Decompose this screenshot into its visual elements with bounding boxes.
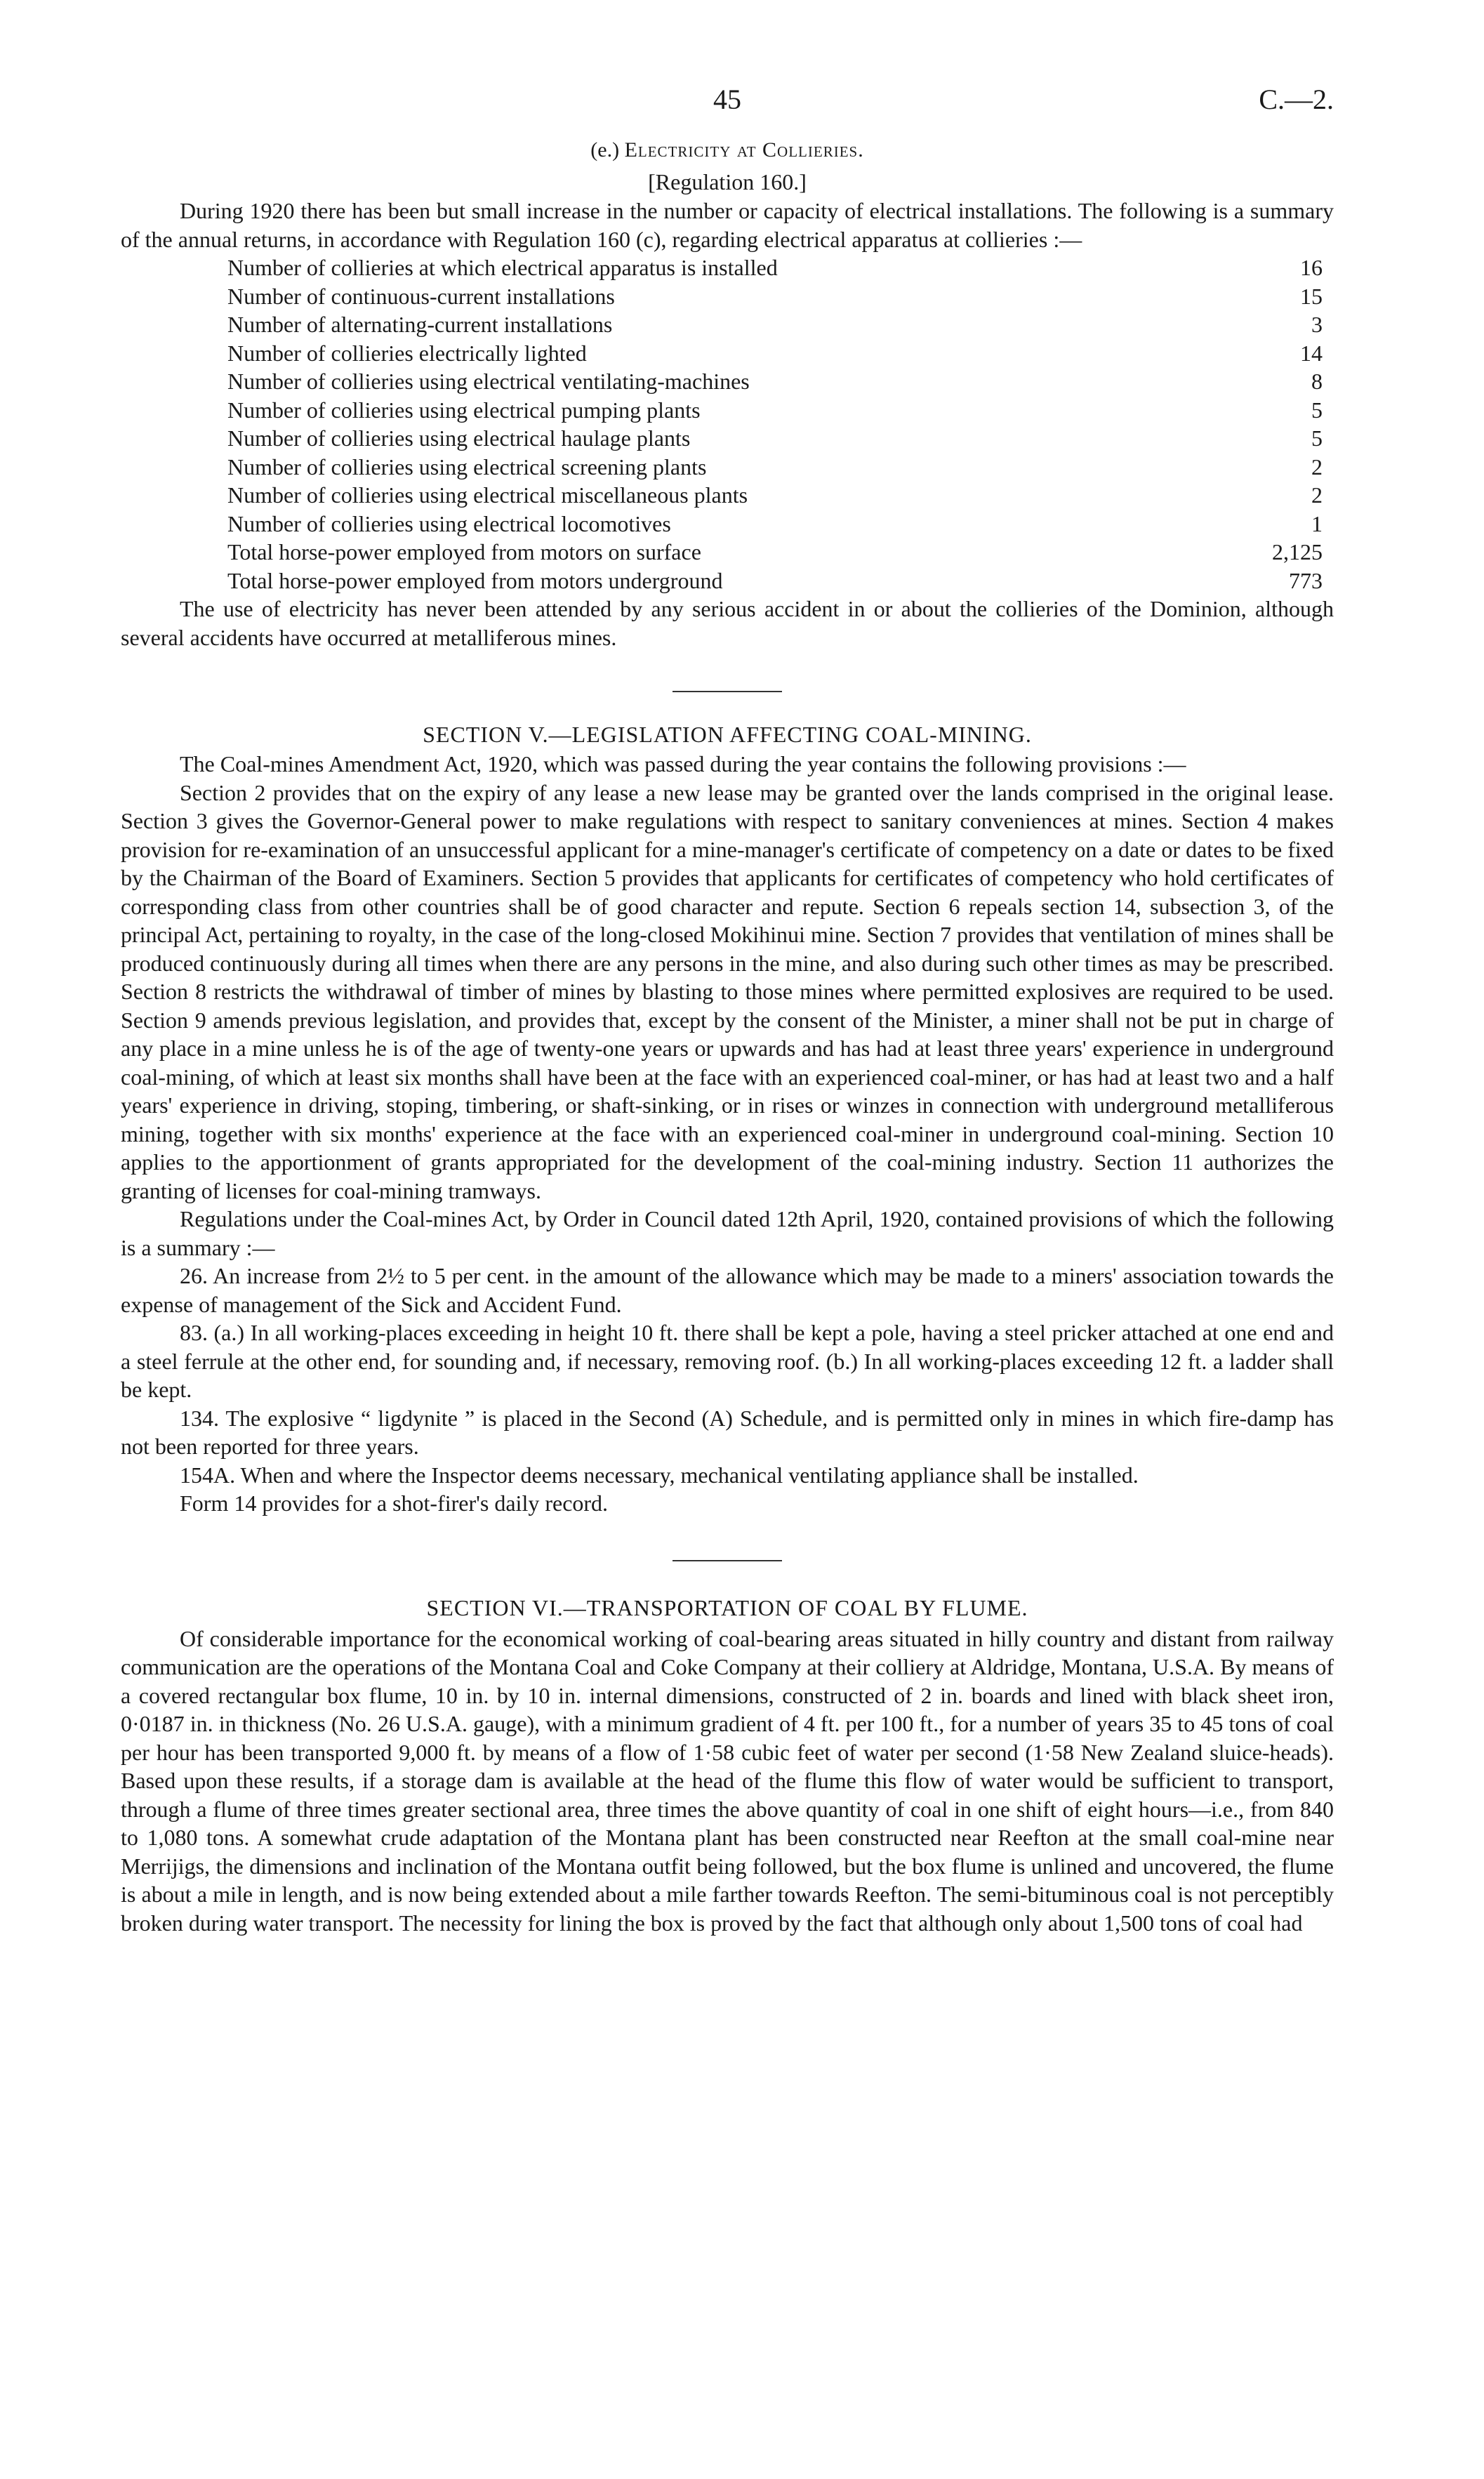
stat-label: Number of collieries using electrical ventilating-machines xyxy=(227,369,750,394)
stat-label: Total horse-power employed from motors underground xyxy=(227,567,723,593)
electricity-closing-paragraph: The use of electricity has never been attended by any serious accident in or about the collieries of the Dominion, although several accidents have occurred at metalliferous mines. xyxy=(121,596,1334,650)
section-5-paragraph: The Coal-mines Amendment Act, 1920, which was passed during the year contains the following provisions :— xyxy=(180,751,1186,776)
stat-value: 16 xyxy=(1300,255,1323,280)
electricity-heading-prefix: (e.) xyxy=(590,138,620,161)
stat-value: 773 xyxy=(1289,567,1323,593)
section-6-paragraph: Of considerable importance for the economical working of coal-bearing areas situated in hilly country and distant from railway communication are the operations of the Montana Coal and Coke Company at their colliery at Aldridge, Montana, U.S.A. By means of a covered rectangular box flume, 10 in. by 10 in. internal dimensions, constructed of 2 in. boards and lined with black sheet iron, 0·0187 in. in thickness (No. 26 U.S.A. gauge), with a minimum gradient of 4 ft. per 100 ft., for a number of years 35 to 45 tons of coal per hour has been transported 9,000 ft. by means of a flow of 1·58 cubic feet of water per second (1·58 New Zealand sluice-heads). Based upon these results, if a storage dam is available at the head of the flume this flow of water would be sufficient to transport, through a flume of three times greater sectional area, three times the above quantity of coal in one shift of eight hours—i.e., from 840 to 1,080 tons. A somewhat crude adaptation of the Montana plant has been constructed near Reefton at the small coal-mine near Merrijigs, the dimensions and inclination of the Montana outfit being followed, but the box flume is unlined and uncovered, the flume is about a mile in length, and is now being extended about a mile farther towards Reefton. The semi-bituminous coal is not perceptibly broken during water transport. The necessity for lining the box is proved by the fact that although only about 1,500 tons of coal had xyxy=(121,1625,1334,1936)
stat-label: Number of collieries at which electrical apparatus is installed xyxy=(227,255,778,280)
section-6-title: SECTION VI.—TRANSPORTATION OF COAL BY FLUME. xyxy=(426,1594,1028,1620)
stat-label: Number of collieries using electrical pumping plants xyxy=(227,397,701,423)
stat-row xyxy=(227,567,1323,595)
stat-label: Number of collieries using electrical haulage plants xyxy=(227,425,691,451)
stat-row xyxy=(227,367,1323,396)
stat-row xyxy=(227,310,1323,339)
stat-label: Number of continuous-current installations xyxy=(227,283,615,309)
stat-row xyxy=(227,481,1323,510)
stat-label: Number of collieries using electrical screening plants xyxy=(227,454,707,480)
section-divider xyxy=(673,691,782,692)
page-header xyxy=(121,83,1334,125)
stat-row xyxy=(227,339,1323,368)
stat-value: 2,125 xyxy=(1272,539,1323,564)
stat-row xyxy=(227,282,1323,311)
section-5-paragraph: 154A. When and where the Inspector deems necessary, mechanical ventilating appliance shall be installed. xyxy=(180,1462,1139,1488)
stat-row xyxy=(227,538,1323,567)
section-5-title: SECTION V.—LEGISLATION AFFECTING COAL-MINING. xyxy=(423,722,1032,747)
stat-label: Number of collieries electrically lighted xyxy=(227,340,587,366)
stat-row xyxy=(227,510,1323,538)
stat-row xyxy=(227,453,1323,482)
stat-value: 5 xyxy=(1311,425,1323,451)
electricity-heading-text: Electricity at Collieries. xyxy=(624,138,864,161)
stat-value: 2 xyxy=(1311,482,1323,508)
electrical-statistics-list xyxy=(227,253,1323,595)
stat-value: 2 xyxy=(1311,454,1323,480)
stat-label: Total horse-power employed from motors on surface xyxy=(227,539,701,564)
section-5-paragraph: Form 14 provides for a shot-firer's daily record. xyxy=(180,1490,609,1516)
stat-value: 1 xyxy=(1311,510,1323,536)
page-number: 45 xyxy=(713,84,741,115)
section-5-paragraph: 26. An increase from 2½ to 5 per cent. in the amount of the allowance which may be made to a miners' association towards the expense of management of the Sick and Accident Fund. xyxy=(121,1263,1334,1317)
electricity-intro-paragraph: During 1920 there has been but small increase in the number or capacity of electrical installations. The following is a summary of the annual returns, in accordance with Regulation 160 (c), regarding electrical apparatus at collieries :— xyxy=(121,198,1334,252)
section-5-paragraph: 134. The explosive “ ligdynite ” is placed in the Second (A) Schedule, and is permitted only in mines in which fire-damp has not been reported for three years. xyxy=(121,1405,1334,1459)
section-5-paragraph: Section 2 provides that on the expiry of any lease a new lease may be granted over the lands comprised in the original lease. Section 3 gives the Governor-General power to make regulations with respect to sanitary conveniences at mines. Section 4 makes provision for re-examination of an unsuccessful applicant for a mine-manager's certificate of competency on a date or dates to be fixed by the Chairman of the Board of Examiners. Section 5 provides that applicants for certificates of competency who hold certificates of corresponding class from other countries shall be of good character and repute. Section 6 repeals section 14, subsection 3, of the principal Act, pertaining to royalty, in the case of the long-closed Mokihinui mine. Section 7 provides that ventilation of mines shall be produced continuously during all times when there are any persons in the mine, and also during such other times as may be prescribed. Section 8 restricts the withdrawal of timber of mines by blasting to those mines where permitted explosives are required to be used. Section 9 amends previous legislation, and provides that, except by the consent of the Minister, a miner shall not be put in charge of any place in a mine unless he is of the age of twenty-one years or upwards and has had at least three years' experience in underground coal-mining, of which at least six months shall have been at the face with an experienced coal-miner, or has had at least two and a half years' experience in driving, stoping, timbering, or shaft-sinking, or in rises or winzes in connection with underground metalliferous mining, together with six months' experience at the face with an experienced coal-miner in underground coal-mining. Section 10 applies to the apportionment of grants appropriated for the development of the coal-mining industry. Section 11 authorizes the granting of licenses for coal-mining tramways. xyxy=(121,779,1334,1203)
stat-row xyxy=(227,424,1323,453)
document-code: C.—2. xyxy=(1259,84,1334,115)
stat-value: 5 xyxy=(1311,397,1323,423)
stat-row xyxy=(227,396,1323,425)
regulation-reference: [Regulation 160.] xyxy=(648,169,807,194)
stat-label: Number of collieries using electrical locomotives xyxy=(227,510,671,536)
stat-row xyxy=(227,253,1323,282)
stat-value: 14 xyxy=(1300,340,1323,366)
document-page xyxy=(121,83,1334,1937)
stat-value: 8 xyxy=(1311,369,1323,394)
section-5-paragraph: Regulations under the Coal-mines Act, by Order in Council dated 12th April, 1920, contained provisions of which the following is a summary :— xyxy=(121,1206,1334,1260)
stat-label: Number of alternating-current installations xyxy=(227,312,613,337)
stat-value: 3 xyxy=(1311,312,1323,337)
electricity-heading xyxy=(121,136,1334,164)
section-5-paragraph: 83. (a.) In all working-places exceeding in height 10 ft. there shall be kept a pole, having a steel pricker attached at one end and a steel ferrule at the other end, for sounding and, if necessary, removing roof. (b.) In all working-places exceeding 12 ft. a ladder shall be kept. xyxy=(121,1320,1334,1402)
stat-label: Number of collieries using electrical miscellaneous plants xyxy=(227,482,748,508)
stat-value: 15 xyxy=(1300,283,1323,309)
section-divider xyxy=(673,1560,782,1561)
